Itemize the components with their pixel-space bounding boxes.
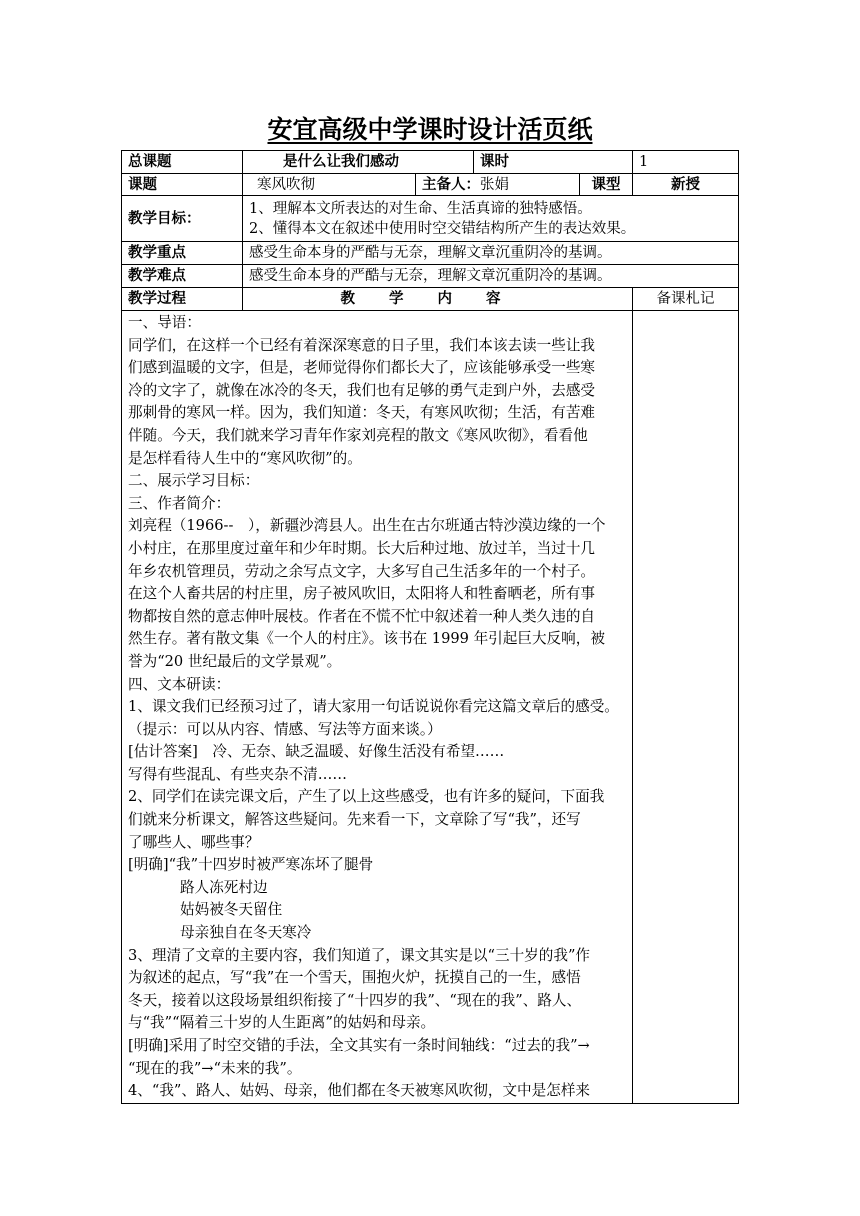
content-line: [明确]“我”十四岁时被严寒冻坏了腿骨 (128, 856, 374, 874)
content-line: 伴随。今天，我们就来学习青年作家刘亮程的散文《寒风吹彻》，看看他 (128, 426, 588, 444)
content-line: 同学们，在这样一个已经有着深深寒意的日子里，我们本该去读一些让我 (128, 336, 596, 354)
goals-label: 教学目标： (122, 196, 243, 242)
content-line: [明确]采用了时空交错的手法，全文其实有一条时间轴线：“过去的我”→ (128, 1037, 590, 1054)
content-line: 二、展示学习目标： (128, 472, 260, 490)
content-line: 物都按自然的意志伸叶展枝。作者在不慌不忙中叙述着一种人类久违的自 (128, 607, 596, 625)
row-difficulties (122, 265, 739, 288)
difficulties-label: 教学难点 (122, 265, 243, 288)
row-topic (122, 174, 739, 196)
total-topic-label: 总课题 (122, 151, 243, 174)
period-label: 课时 (474, 151, 633, 174)
period-value: 1 (633, 151, 739, 174)
process-content (122, 311, 633, 1104)
content-line: 4、“我”、路人、姑妈、母亲，他们都在冬天被寒风吹彻，文中是怎样来 (128, 1082, 591, 1100)
goal-item: 2、懂得本文在叙述中使用时空交错结构所产生的表达效果。 (249, 220, 636, 237)
page-title: 安宜高级中学课时设计活页纸 (267, 115, 593, 144)
content-line: 了哪些人、哪些事？ (128, 833, 260, 851)
preparer-label: 主备人： (422, 176, 480, 193)
content-line: 们感到温暖的文字，但是，老师觉得你们都长大了，应该能够承受一些寒 (128, 359, 596, 377)
content-line: 然生存。著有散文集《一个人的村庄》。该书在 1999 年引起巨大反响，被 (128, 630, 605, 648)
content-line: 们就来分析课文，解答这些疑问。先来看一下，文章除了写“我”，还写 (128, 811, 581, 829)
content-line: 路人冻死村边 (180, 878, 268, 896)
content-line: 那刺骨的寒风一样。因为，我们知道：冬天，有寒风吹彻；生活，有苦难 (128, 404, 596, 422)
row-key-points (122, 242, 739, 265)
content-line: 刘亮程（1966-- ），新疆沙湾县人。出生在古尔班通古特沙漠边缘的一个 (128, 517, 606, 535)
row-process-content (122, 311, 739, 1104)
content-line: 2、同学们在读完课文后，产生了以上这些感受，也有许多的疑问，下面我 (128, 788, 605, 806)
content-line: 在这个人畜共居的村庄里，房子被风吹旧，太阳将人和牲畜晒老，所有事 (128, 585, 596, 603)
lesson-type-label: 课型 (580, 174, 633, 196)
preparer-value: 张娟 (480, 176, 509, 193)
content-line: 写得有些混乱、有些夹杂不清…… (128, 765, 347, 783)
content-header (243, 288, 633, 311)
content-line: 是怎样看待人生中的“寒风吹彻”的。 (128, 449, 362, 467)
content-line: 母亲独自在冬天寒冷 (180, 924, 312, 942)
content-line: 与“我”“隔着三十岁的人生距离”的姑妈和母亲。 (128, 1014, 436, 1032)
content-line: 3、理清了文章的主要内容，我们知道了，课文其实是以“三十岁的我”作 (128, 946, 591, 964)
total-topic-value: 是什么让我们感动 (243, 151, 474, 174)
content-line: 四、文本研读： (128, 675, 231, 693)
content-line: 誉为“20 世纪最后的文学景观”。 (128, 652, 342, 670)
content-line: 小村庄，在那里度过童年和少年时期。长大后种过地、放过羊，当过十几 (128, 539, 596, 557)
content-line: 1、课文我们已经预习过了，请大家用一句话说说你看完这篇文章后的感受。 (128, 698, 619, 716)
notes-header: 备课札记 (633, 288, 739, 311)
key-points-text: 感受生命本身的严酷与无奈，理解文章沉重阴冷的基调。 (243, 242, 739, 265)
content-line: （提示：可以从内容、情感、写法等方面来谈。） (128, 720, 442, 738)
topic-value: 寒风吹彻 (243, 174, 416, 196)
content-header-text: 教学内容 (340, 291, 535, 307)
preparer-cell (416, 174, 580, 196)
content-line: 三、作者简介： (128, 494, 231, 512)
topic-label: 课题 (122, 174, 243, 196)
notes-cell (633, 311, 739, 1104)
row-total-topic (122, 151, 739, 174)
key-points-label: 教学重点 (122, 242, 243, 265)
content-line: “现在的我”→“未来的我”。 (128, 1059, 302, 1077)
content-line: 年乡农机管理员，劳动之余写点文字，大多写自己生活多年的一个村子。 (128, 562, 596, 580)
content-line: 姑妈被冬天留住 (180, 901, 283, 919)
content-line: [估计答案] 冷、无奈、缺乏温暖、好像生活没有希望…… (128, 743, 505, 761)
row-goals (122, 196, 739, 242)
lesson-type-value: 新授 (633, 174, 739, 196)
content-line: 冬天，接着以这段场景组织衔接了“十四岁的我”、“现在的我”、路人、 (128, 991, 582, 1009)
row-process-header (122, 288, 739, 311)
process-label: 教学过程 (122, 288, 243, 311)
goals-content (243, 196, 739, 242)
goal-item: 1、理解本文所表达的对生命、生活真谛的独特感悟。 (249, 200, 592, 217)
lesson-plan-table (121, 150, 739, 1104)
content-line: 一、导语： (128, 314, 201, 331)
content-line: 冷的文字了，就像在冰冷的冬天，我们也有足够的勇气走到户外，去感受 (128, 381, 596, 399)
content-line: 为叙述的起点，写“我”在一个雪天，围抱火炉，抚摸自己的一生，感悟 (128, 969, 581, 987)
difficulties-text: 感受生命本身的严酷与无奈，理解文章沉重阴冷的基调。 (243, 265, 739, 288)
